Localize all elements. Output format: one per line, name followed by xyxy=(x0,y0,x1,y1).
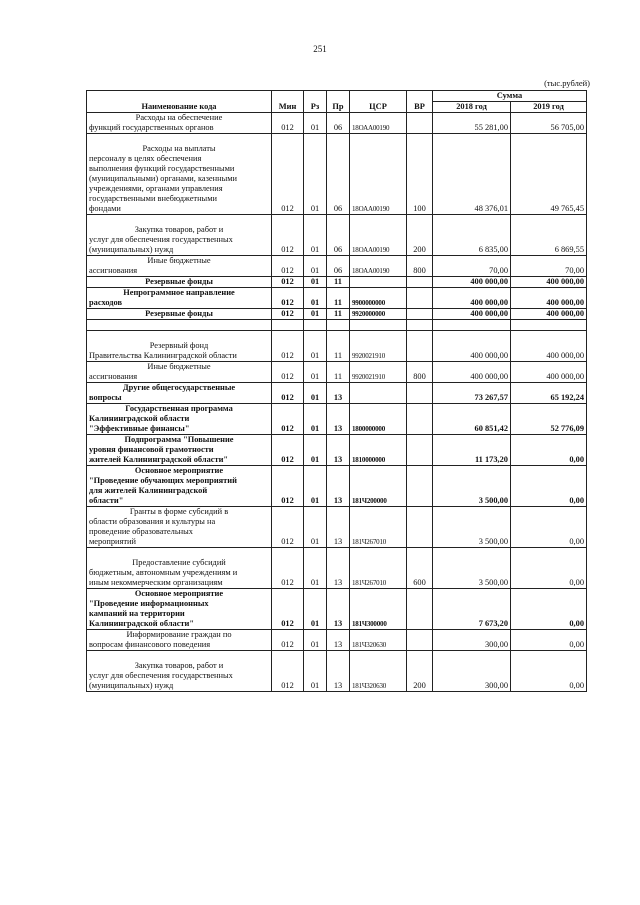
cell-csr: 181Ч200000 xyxy=(350,466,407,507)
cell-csr xyxy=(350,383,407,404)
header-vr: ВР xyxy=(407,91,433,113)
cell-2018: 6 835,00 xyxy=(433,215,511,256)
table-body xyxy=(87,113,587,692)
row-name xyxy=(87,651,272,692)
cell-2018: 3 500,00 xyxy=(433,466,511,507)
header-name: Наименование кода xyxy=(87,91,272,113)
cell-2018: 48 376,01 xyxy=(433,134,511,215)
unit-label: (тыс.рублей) xyxy=(544,78,590,88)
cell-rz: 01 xyxy=(304,404,327,435)
row-name-line: фондами xyxy=(89,204,121,213)
row-name xyxy=(87,113,272,134)
spacer-row xyxy=(87,320,587,331)
row-name-first-line: Гранты в форме субсидий в xyxy=(129,507,229,516)
cell-rz: 01 xyxy=(304,309,327,320)
cell-vr: 200 xyxy=(407,215,433,256)
row-name-first-line: Закупка товаров, работ и xyxy=(134,661,224,670)
row-name xyxy=(87,288,272,309)
cell-vr xyxy=(407,466,433,507)
row-name-line: кампаний на территории xyxy=(89,609,185,618)
cell-2018: 300,00 xyxy=(433,651,511,692)
cell-pr: 11 xyxy=(327,277,350,288)
cell-2019: 6 869,55 xyxy=(511,215,587,256)
cell-2018: 55 281,00 xyxy=(433,113,511,134)
row-name xyxy=(87,383,272,404)
row-name-first-line: Предоставление субсидий xyxy=(132,558,226,567)
row-name xyxy=(87,256,272,277)
cell-2018: 400 000,00 xyxy=(433,277,511,288)
cell-pr: 13 xyxy=(327,651,350,692)
cell-csr: 18ОАА00190 xyxy=(350,134,407,215)
table-row xyxy=(87,288,587,309)
row-name-line: жителей Калининградской области" xyxy=(89,455,229,464)
spacer-cell xyxy=(87,320,272,331)
cell-vr xyxy=(407,277,433,288)
row-name-line: ассигнования xyxy=(89,372,138,381)
cell-pr: 11 xyxy=(327,362,350,383)
cell-min: 012 xyxy=(272,630,304,651)
row-name xyxy=(87,309,272,320)
cell-min: 012 xyxy=(272,466,304,507)
cell-2019: 0,00 xyxy=(511,466,587,507)
row-name xyxy=(87,435,272,466)
row-name-line: "Проведение информационных xyxy=(89,599,209,608)
header-sum: Сумма xyxy=(433,91,587,102)
row-name-line: (муниципальных) нужд xyxy=(89,681,174,690)
cell-2018: 70,00 xyxy=(433,256,511,277)
cell-2019: 400 000,00 xyxy=(511,277,587,288)
cell-rz: 01 xyxy=(304,277,327,288)
cell-csr: 9920021910 xyxy=(350,362,407,383)
row-name-first-line: Расходы на выплаты xyxy=(142,144,216,153)
cell-vr xyxy=(407,589,433,630)
cell-rz: 01 xyxy=(304,548,327,589)
cell-vr xyxy=(407,113,433,134)
row-name xyxy=(87,404,272,435)
row-name-line: функций государственных органов xyxy=(89,123,214,132)
cell-csr: 181Ч267010 xyxy=(350,507,407,548)
row-name-first-line: Резервные фонды xyxy=(145,309,213,318)
row-name-first-line: Другие общегосударственные xyxy=(122,383,236,392)
cell-2019: 65 192,24 xyxy=(511,383,587,404)
row-name-first-line: Основное мероприятие xyxy=(134,466,224,475)
cell-rz: 01 xyxy=(304,383,327,404)
cell-min: 012 xyxy=(272,589,304,630)
cell-2019: 0,00 xyxy=(511,651,587,692)
cell-csr xyxy=(350,277,407,288)
row-name-line: мероприятий xyxy=(89,537,137,546)
cell-pr: 06 xyxy=(327,256,350,277)
cell-pr: 06 xyxy=(327,215,350,256)
cell-rz: 01 xyxy=(304,466,327,507)
cell-vr xyxy=(407,288,433,309)
row-name-line: иным некоммерческим организациям xyxy=(89,578,223,587)
row-name-line: государственными внебюджетными xyxy=(89,194,217,203)
table-row xyxy=(87,404,587,435)
row-name-line: "Эффективные финансы" xyxy=(89,424,190,433)
cell-csr: 1800000000 xyxy=(350,404,407,435)
header-csr: ЦСР xyxy=(350,91,407,113)
cell-min: 012 xyxy=(272,288,304,309)
cell-min: 012 xyxy=(272,507,304,548)
row-name xyxy=(87,589,272,630)
row-name-first-line: Иные бюджетные xyxy=(147,362,211,371)
cell-2018: 400 000,00 xyxy=(433,331,511,362)
row-name-line: вопросам финансового поведения xyxy=(89,640,211,649)
cell-vr: 100 xyxy=(407,134,433,215)
cell-min: 012 xyxy=(272,651,304,692)
cell-vr xyxy=(407,435,433,466)
spacer-cell xyxy=(433,320,511,331)
row-name-line: области" xyxy=(89,496,124,505)
table-row xyxy=(87,466,587,507)
page-number: 251 xyxy=(313,44,327,54)
cell-2018: 3 500,00 xyxy=(433,507,511,548)
row-name-line: ассигнования xyxy=(89,266,138,275)
cell-2019: 400 000,00 xyxy=(511,288,587,309)
cell-min: 012 xyxy=(272,309,304,320)
cell-min: 012 xyxy=(272,256,304,277)
row-name-line: (муниципальных) нужд xyxy=(89,245,174,254)
cell-csr: 9920000000 xyxy=(350,309,407,320)
cell-2019: 0,00 xyxy=(511,589,587,630)
spacer-cell xyxy=(407,320,433,331)
spacer-cell xyxy=(327,320,350,331)
cell-vr xyxy=(407,404,433,435)
cell-rz: 01 xyxy=(304,331,327,362)
cell-2018: 3 500,00 xyxy=(433,548,511,589)
cell-min: 012 xyxy=(272,435,304,466)
cell-csr: 9900000000 xyxy=(350,288,407,309)
header-pr: Пр xyxy=(327,91,350,113)
row-name-line: вопросы xyxy=(89,393,122,402)
row-name-line: бюджетным, автономным учреждениям и xyxy=(89,568,238,577)
table-row xyxy=(87,435,587,466)
table-row xyxy=(87,507,587,548)
cell-vr xyxy=(407,383,433,404)
row-name-line: Правительства Калининградской области xyxy=(89,351,237,360)
cell-2018: 7 673,20 xyxy=(433,589,511,630)
cell-pr: 13 xyxy=(327,383,350,404)
row-name-first-line: Подпрограмма "Повышение xyxy=(124,435,234,444)
cell-2019: 0,00 xyxy=(511,630,587,651)
cell-rz: 01 xyxy=(304,589,327,630)
row-name-first-line: Государственная программа xyxy=(125,404,233,413)
cell-2019: 400 000,00 xyxy=(511,362,587,383)
cell-rz: 01 xyxy=(304,288,327,309)
cell-min: 012 xyxy=(272,362,304,383)
table-row xyxy=(87,651,587,692)
table-row xyxy=(87,331,587,362)
cell-vr: 600 xyxy=(407,548,433,589)
cell-pr: 13 xyxy=(327,507,350,548)
row-name-first-line: Резервные фонды xyxy=(145,277,213,286)
row-name-line: области образования и культуры на xyxy=(89,517,216,526)
spacer-cell xyxy=(511,320,587,331)
row-name-first-line: Основное мероприятие xyxy=(134,589,224,598)
cell-pr: 13 xyxy=(327,548,350,589)
header-2018: 2018 год xyxy=(433,102,511,113)
cell-2019: 400 000,00 xyxy=(511,309,587,320)
cell-2019: 400 000,00 xyxy=(511,331,587,362)
cell-min: 012 xyxy=(272,113,304,134)
row-name-first-line: Непрограммное направление xyxy=(123,288,235,297)
row-name-line: "Проведение обучающих мероприятий xyxy=(89,476,237,485)
row-name-line: услуг для обеспечения государственных xyxy=(89,671,233,680)
table-row xyxy=(87,630,587,651)
table-row xyxy=(87,277,587,288)
cell-2019: 0,00 xyxy=(511,507,587,548)
cell-rz: 01 xyxy=(304,651,327,692)
row-name-line: выполнения функций государственными xyxy=(89,164,235,173)
row-name xyxy=(87,215,272,256)
cell-csr: 181Ч267010 xyxy=(350,548,407,589)
cell-rz: 01 xyxy=(304,362,327,383)
cell-pr: 13 xyxy=(327,404,350,435)
cell-vr xyxy=(407,331,433,362)
cell-rz: 01 xyxy=(304,134,327,215)
row-name-line: проведение образовательных xyxy=(89,527,193,536)
row-name-first-line: Иные бюджетные xyxy=(147,256,211,265)
cell-pr: 11 xyxy=(327,331,350,362)
row-name-first-line: Резервный фонд xyxy=(149,341,209,350)
row-name xyxy=(87,548,272,589)
header-2019: 2019 год xyxy=(511,102,587,113)
cell-csr: 18ОАА00190 xyxy=(350,113,407,134)
table-row xyxy=(87,383,587,404)
spacer-cell xyxy=(350,320,407,331)
row-name xyxy=(87,630,272,651)
row-name xyxy=(87,362,272,383)
cell-min: 012 xyxy=(272,383,304,404)
cell-2018: 60 851,42 xyxy=(433,404,511,435)
cell-2019: 52 776,09 xyxy=(511,404,587,435)
row-name xyxy=(87,277,272,288)
cell-vr: 800 xyxy=(407,256,433,277)
cell-rz: 01 xyxy=(304,215,327,256)
cell-csr: 1810000000 xyxy=(350,435,407,466)
row-name-line: расходов xyxy=(89,298,123,307)
cell-rz: 01 xyxy=(304,630,327,651)
cell-pr: 11 xyxy=(327,309,350,320)
cell-min: 012 xyxy=(272,548,304,589)
table-row xyxy=(87,362,587,383)
cell-2018: 400 000,00 xyxy=(433,288,511,309)
row-name-line: персоналу в целях обеспечения xyxy=(89,154,202,163)
cell-min: 012 xyxy=(272,215,304,256)
row-name-first-line: Закупка товаров, работ и xyxy=(134,225,224,234)
table-row xyxy=(87,256,587,277)
cell-pr: 06 xyxy=(327,134,350,215)
table-row xyxy=(87,309,587,320)
table-row xyxy=(87,589,587,630)
row-name-first-line: Расходы на обеспечение xyxy=(135,113,223,122)
cell-2019: 49 765,45 xyxy=(511,134,587,215)
header-min: Мин xyxy=(272,91,304,113)
row-name-line: Калининградской области xyxy=(89,414,190,423)
table-row xyxy=(87,548,587,589)
header-rz: Рз xyxy=(304,91,327,113)
spacer-cell xyxy=(304,320,327,331)
cell-2019: 70,00 xyxy=(511,256,587,277)
cell-2019: 0,00 xyxy=(511,435,587,466)
cell-min: 012 xyxy=(272,404,304,435)
cell-csr: 181Ч320630 xyxy=(350,630,407,651)
cell-csr: 9920021910 xyxy=(350,331,407,362)
row-name-line: (муниципальными) органами, казенными xyxy=(89,174,238,183)
row-name-line: учреждениями, органами управления xyxy=(89,184,223,193)
cell-csr: 181Ч320630 xyxy=(350,651,407,692)
cell-rz: 01 xyxy=(304,113,327,134)
row-name-line: Калининградской области" xyxy=(89,619,195,628)
table-header xyxy=(87,91,587,113)
table-row xyxy=(87,134,587,215)
cell-min: 012 xyxy=(272,134,304,215)
cell-2019: 0,00 xyxy=(511,548,587,589)
cell-pr: 11 xyxy=(327,288,350,309)
row-name xyxy=(87,507,272,548)
budget-table xyxy=(86,90,587,692)
cell-2018: 11 173,20 xyxy=(433,435,511,466)
cell-csr: 18ОАА00190 xyxy=(350,256,407,277)
cell-csr: 18ОАА00190 xyxy=(350,215,407,256)
cell-pr: 13 xyxy=(327,630,350,651)
row-name xyxy=(87,331,272,362)
table-row xyxy=(87,113,587,134)
cell-rz: 01 xyxy=(304,507,327,548)
cell-vr xyxy=(407,309,433,320)
table-row xyxy=(87,215,587,256)
row-name-line: для жителей Калининградской xyxy=(89,486,208,495)
row-name-line: уровня финансовой грамотности xyxy=(89,445,214,454)
row-name-line: услуг для обеспечения государственных xyxy=(89,235,233,244)
cell-rz: 01 xyxy=(304,435,327,466)
cell-vr xyxy=(407,630,433,651)
cell-2019: 56 705,00 xyxy=(511,113,587,134)
cell-2018: 73 267,57 xyxy=(433,383,511,404)
cell-pr: 06 xyxy=(327,113,350,134)
cell-2018: 300,00 xyxy=(433,630,511,651)
row-name xyxy=(87,466,272,507)
cell-pr: 13 xyxy=(327,435,350,466)
cell-rz: 01 xyxy=(304,256,327,277)
cell-pr: 13 xyxy=(327,589,350,630)
cell-vr: 200 xyxy=(407,651,433,692)
cell-2018: 400 000,00 xyxy=(433,362,511,383)
cell-pr: 13 xyxy=(327,466,350,507)
spacer-cell xyxy=(272,320,304,331)
row-name xyxy=(87,134,272,215)
cell-min: 012 xyxy=(272,331,304,362)
cell-vr xyxy=(407,507,433,548)
cell-vr: 800 xyxy=(407,362,433,383)
cell-min: 012 xyxy=(272,277,304,288)
row-name-first-line: Информирование граждан по xyxy=(126,630,232,639)
cell-2018: 400 000,00 xyxy=(433,309,511,320)
cell-csr: 181Ч300000 xyxy=(350,589,407,630)
